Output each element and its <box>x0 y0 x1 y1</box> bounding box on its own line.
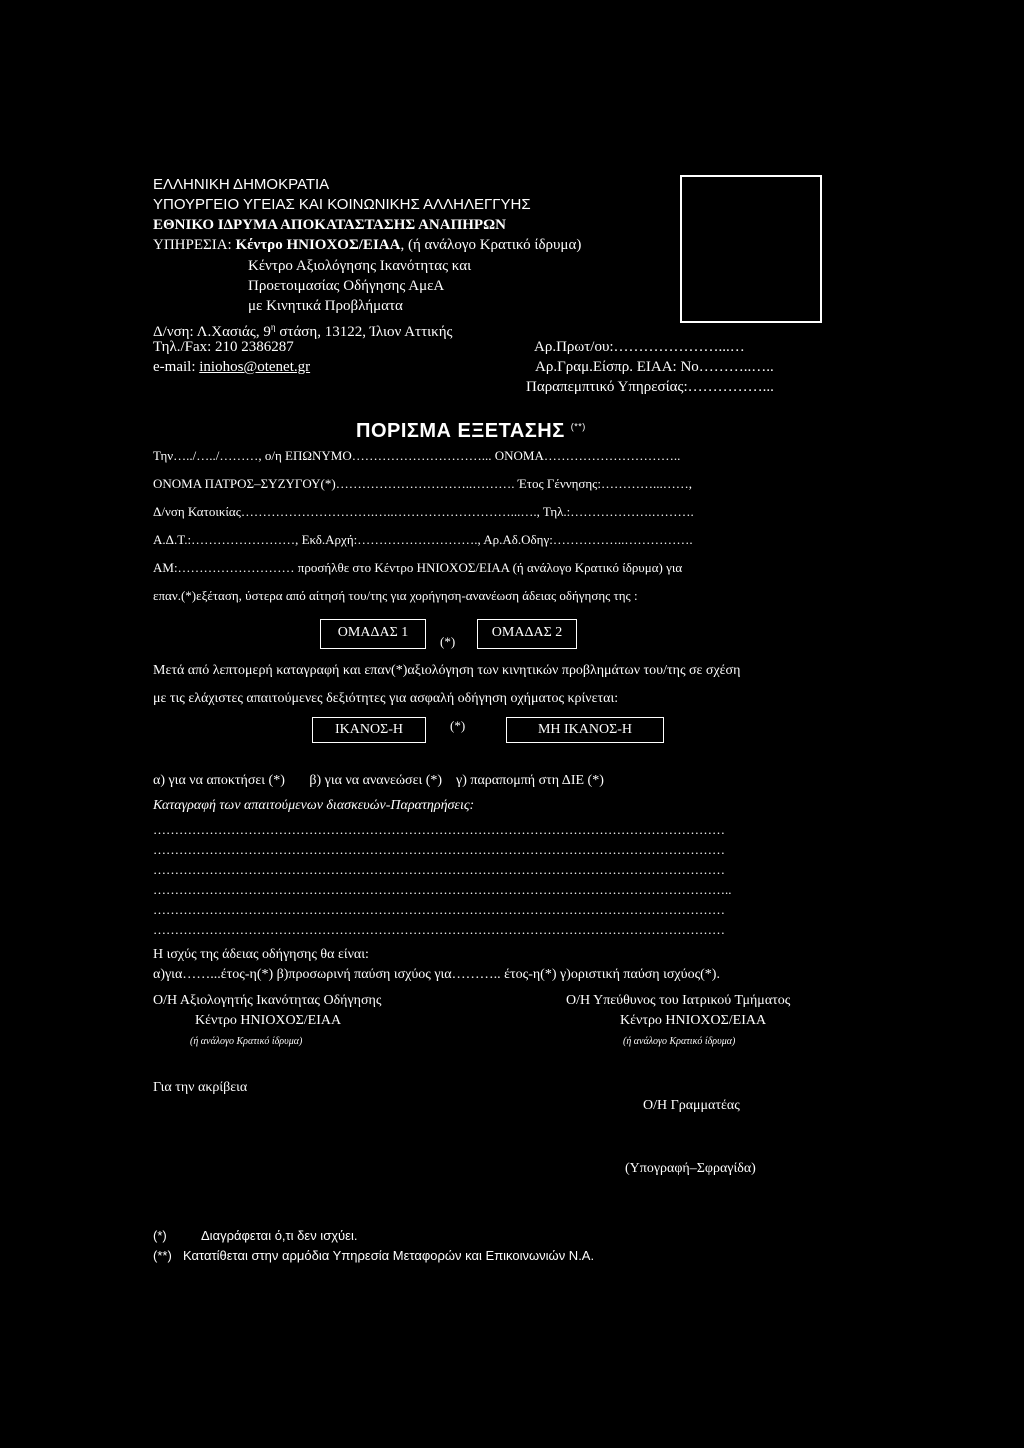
group-or-mark: (*) <box>440 634 456 649</box>
notes-dots-5[interactable]: …………………………………………………………………………………………………………………… <box>153 902 725 917</box>
center-line3: με Κινητικά Προβλήματα <box>248 298 403 314</box>
form-line-name: Την…../…../………, ο/η ΕΠΩΝΥΜΟ…………………………... ΟΝΟΜΑ………………………….. <box>153 448 681 463</box>
assessment-line2: με τις ελάχιστες απαιτούμενες δεξιότητες για ασφαλή οδήγηση οχήματος κρίνεται: <box>153 691 619 706</box>
title-text: ΠΟΡΙΣΜΑ ΕΞΕΤΑΣΗΣ <box>356 420 565 442</box>
form-line-address: Δ/νση Κατοικίας………………………….…..………………………...…., Τηλ.:……………….………. <box>153 504 694 519</box>
notes-label: Καταγραφή των απαιτούμενων διασκευών-Παρατηρήσεις: <box>153 798 475 813</box>
form-line-am: ΑΜ:……………………… προσήλθε στο Κέντρο ΗΝΙΟΧΟΣ/ΕΙΑΑ (ή ανάλογο Κρατικό ίδρυμα) για <box>153 560 683 575</box>
address-pre: Δ/νση: Λ.Χασιάς, 9 <box>153 324 271 340</box>
evaluator-role: Ο/Η Αξιολογητής Ικανότητας Οδήγησης <box>153 993 382 1008</box>
purpose-line: α) για να αποκτήσει (*) β) για να ανανεώσει (*) γ) παραπομπή στη ΔΙΕ (*) <box>153 773 604 788</box>
email-line <box>153 358 310 376</box>
notes-dots-2[interactable]: …………………………………………………………………………………………………………………… <box>153 842 725 857</box>
secretary-label: Ο/Η Γραμματέας <box>643 1098 740 1113</box>
footnote-1-text: Διαγράφεται ό,τι δεν ισχύει. <box>201 1228 358 1243</box>
page-title <box>356 420 586 443</box>
phone: Τηλ./Fax: 210 2386287 <box>153 339 294 355</box>
unfit-box[interactable]: ΜΗ ΙΚΑΝΟΣ-Η <box>506 717 664 743</box>
center-line1: Κέντρο Αξιολόγησης Ικανότητας και <box>248 258 472 274</box>
notes-dots-1[interactable]: …………………………………………………………………………………………………………………… <box>153 822 725 837</box>
address-post: στάση, 13122, Ίλιον Αττικής <box>275 324 453 340</box>
footnote-2-mark: (**) <box>153 1248 172 1263</box>
assessment-line1: Μετά από λεπτομερή καταγραφή και επαν(*)αξιολόγηση των κινητικών προβλημάτων του/της σε σχέση <box>153 663 741 678</box>
header-institution: ΕΘΝΙΚΟ ΙΔΡΥΜΑ ΑΠΟΚΑΤΑΣΤΑΣΗΣ ΑΝΑΠΗΡΩΝ <box>153 217 506 233</box>
footnote-1 <box>153 1228 357 1244</box>
notes-dots-3[interactable]: …………………………………………………………………………………………………………………… <box>153 862 725 877</box>
email-link[interactable]: iniohos@otenet.gr <box>199 359 311 375</box>
referral-number: Παραπεμπτικό Υπηρεσίας:……………... <box>526 379 774 395</box>
evaluator-center: Κέντρο ΗΝΙΟΧΟΣ/ΕΙΑΑ <box>195 1013 342 1028</box>
header-ministry: ΥΠΟΥΡΓΕΙΟ ΥΓΕΙΑΣ ΚΑΙ ΚΟΙΝΩΝΙΚΗΣ ΑΛΛΗΛΕΓΓΥΗΣ <box>153 196 531 213</box>
center-line2: Προετοιμασίας Οδήγησης ΑμεΑ <box>248 278 445 294</box>
validity-line2: α)για……...έτος-η(*) β)προσωρινή παύση ισχύος για……….. έτος-η(*) γ)οριστική παύση ισχύος(*). <box>153 967 720 982</box>
form-line-id: Α.Δ.Τ.:……………………, Εκδ.Αρχή:………………………., Αρ.Αδ.Οδηγ:……………..……………. <box>153 532 693 547</box>
footnote-2 <box>153 1248 594 1264</box>
address-sup: η <box>270 322 276 332</box>
header-service <box>153 236 581 254</box>
validity-line1: Η ισχύς της άδειας οδήγησης θα είναι: <box>153 947 369 962</box>
form-line-parent: ΟΝΟΜΑ ΠΑΤΡΟΣ–ΣΥΖΥΓΟΥ(*)…………………………..………. Έτος Γέννησης:…………...……, <box>153 476 692 491</box>
medical-head-center: Κέντρο ΗΝΙΟΧΟΣ/ΕΙΑΑ <box>620 1013 767 1028</box>
group-1-box[interactable]: ΟΜΑΔΑΣ 1 <box>320 619 426 649</box>
service-name: Κέντρο ΗΝΙΟΧΟΣ/ΕΙΑΑ <box>235 237 401 253</box>
evaluator-note: (ή ανάλογο Κρατικό ίδρυμα) <box>190 1036 303 1047</box>
title-mark: (**) <box>570 421 586 432</box>
secretariat-number: Αρ.Γραμ.Είσπρ. ΕΙΑΑ: Νο………..….. <box>535 359 774 375</box>
service-suffix: , (ή ανάλογο Κρατικό ίδρυμα) <box>400 237 582 253</box>
service-prefix: ΥΠΗΡΕΣΙΑ: <box>153 237 236 253</box>
verdict-or-mark: (*) <box>450 718 466 733</box>
notes-dots-4[interactable]: …………………………………………………………………………………………………………………….. <box>153 882 732 897</box>
group-2-box[interactable]: ΟΜΑΔΑΣ 2 <box>477 619 577 649</box>
notes-dots-6[interactable]: …………………………………………………………………………………………………………………… <box>153 922 725 937</box>
footnote-2-text: Κατατίθεται στην αρμόδια Υπηρεσία Μεταφορών και Επικοινωνιών Ν.Α. <box>183 1248 595 1263</box>
medical-head-role: Ο/Η Υπεύθυνος του Ιατρικού Τμήματος <box>566 993 791 1008</box>
protocol-number: Αρ.Πρωτ/ου:…………………...… <box>534 339 745 355</box>
fit-box[interactable]: ΙΚΑΝΟΣ-Η <box>312 717 426 743</box>
medical-head-note: (ή ανάλογο Κρατικό ίδρυμα) <box>623 1036 736 1047</box>
footnote-1-mark: (*) <box>153 1228 167 1243</box>
email-label: e-mail: <box>153 359 200 375</box>
form-line-request: επαν.(*)εξέταση, ύστερα από αίτησή του/της για χορήγηση-ανανέωση άδειας οδήγησης της : <box>153 588 638 603</box>
accuracy-label: Για την ακρίβεια <box>153 1080 248 1095</box>
header-line1: ΕΛΛΗΝΙΚΗ ΔΗΜΟΚΡΑΤΙΑ <box>153 176 330 193</box>
photo-box <box>680 175 822 323</box>
signature-stamp-label: (Υπογραφή–Σφραγίδα) <box>625 1161 756 1176</box>
